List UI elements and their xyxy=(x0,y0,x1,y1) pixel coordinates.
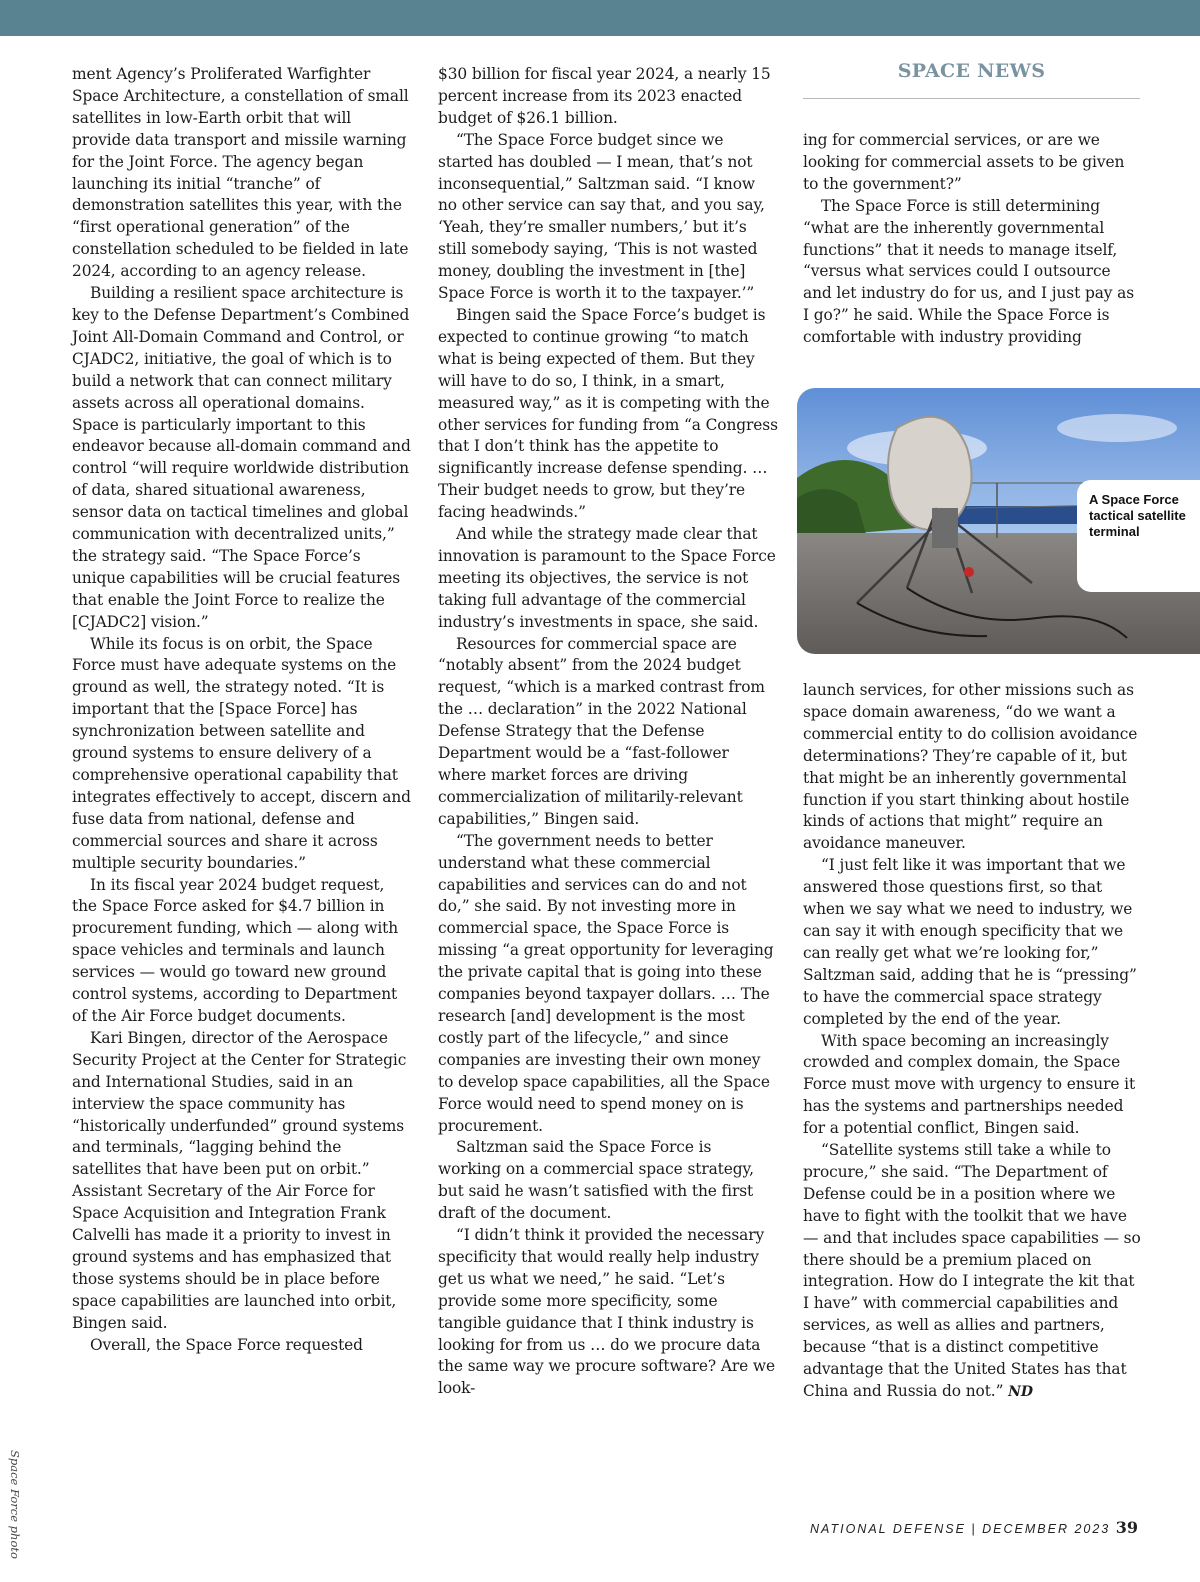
article-column-3-top xyxy=(803,130,1143,349)
paragraph: Kari Bingen, director of the Aerospace Security Project at the Center for Strategic and International Studies, said in an interview the space community has “historically underfunded” ground systems and terminals, “lagging behind the satellites that have been put on orbit.” Assistant Secretary of the Air Force for Space Acquisition and Integration Frank Calvelli has made it a priority to invest in ground systems and has emphasized that those systems should be in place before space capabilities are launched into orbit, Bingen said. xyxy=(72,1028,407,1332)
paragraph: launch services, for other missions such as space domain awareness, “do we want a commercial entity to do collision avoidance determinations? They’re capable of it, but that might be an inherently governmental function if you start thinking about hostile kinds of actions that might” require an avoidance maneuver. xyxy=(803,681,1138,853)
paragraph: The Space Force is still determining “what are the inherently governmental functions” that it needs to manage itself, “versus what services could I outsource and let industry do for us, and I just pay as I go?” he said. While the Space Force is comfortable with industry providing xyxy=(803,196,1135,347)
photo-caption-text: A Space Force tactical satellite terminal xyxy=(1089,492,1186,539)
paragraph xyxy=(803,1140,1143,1404)
paragraph: And while the strategy made clear that innovation is paramount to the Space Force meeting its objectives, the service is not taking full advantage of the commercial industry’s investments in space, she said. xyxy=(438,525,776,631)
section-title: SPACE NEWS xyxy=(897,60,1046,82)
page-number: 39 xyxy=(1115,1518,1138,1537)
page-footer xyxy=(810,1518,1138,1537)
paragraph: “The Space Force budget since we started has doubled — I mean, that’s not inconsequential,” Saltzman said. “I know no other service can say that, and you say, ‘Yeah, they’re smaller numbers,’ but it’s still somebody saying, ‘This is not wasted money, doubling the investment in [the] Space Force is worth it to the taxpayer.’” xyxy=(438,130,765,303)
paragraph: Saltzman said the Space Force is working on a commercial space strategy, but said he wasn’t satisfied with the first draft of the document. xyxy=(438,1138,754,1223)
paragraph-text: “Satellite systems still take a while to procure,” she said. “The Department of Defense could be in a position where we have to fight with the toolkit that we have — and that includes space capabilities — so there should be a premium placed on integration. How do I integrate the kit that I have” with commercial capabilities and services, as well as allies and partners, because “that is a distinct competitive advantage that the United States has that China and Russia do not.” xyxy=(803,1141,1141,1400)
paragraph: ing for commercial services, or are we looking for commercial assets to be given to the government?” xyxy=(803,131,1125,193)
article-column-3-bottom xyxy=(803,680,1143,1404)
top-color-bar xyxy=(0,0,1200,36)
paragraph: $30 billion for fiscal year 2024, a nearly 15 percent increase from its 2023 enacted budget of $26.1 billion. xyxy=(438,65,771,127)
paragraph: “I just felt like it was important that we answered those questions first, so that when we say what we need to industry, we can say it with enough specificity that we can really get what we’re looking for,” Saltzman said, adding that he is “pressing” to have the commercial space strategy completed by the end of the year. xyxy=(803,856,1137,1028)
paragraph: Bingen said the Space Force’s budget is expected to continue growing “to match what is being expected of them. But they will have to do so, I think, in a smart, measured way,” as it is competing with the other services for funding from “a Congress that I don’t think has the appetite to significantly increase defense spending. … Their budget needs to grow, but they’re facing headwinds.” xyxy=(438,305,778,522)
paragraph: Overall, the Space Force requested xyxy=(90,1335,363,1354)
photo-caption xyxy=(1077,480,1200,592)
issue-date: DECEMBER 2023 xyxy=(982,1522,1111,1536)
end-mark: ND xyxy=(1008,1384,1033,1400)
paragraph: Resources for commercial space are “notably absent” from the 2024 budget request, “which is a marked contrast from the … declaration” in the 2022 National Defense Strategy that the Defense Department would be a “fast-follower where market forces are driving commercialization of militarily-relevant capabilities,” Bingen said. xyxy=(438,634,765,828)
section-divider xyxy=(803,98,1140,99)
paragraph: ment Agency’s Proliferated Warfighter Space Architecture, a constellation of small satellites in low-Earth orbit that will provide data transport and missile warning for the Joint Force. The agency began launching its initial “tranche” of demonstration satellites this year, with the “first operational generation” of the constellation scheduled to be fielded in late 2024, according to an agency release. xyxy=(72,65,409,281)
paragraph: “The government needs to better understand what these commercial capabilities and services can do and not do,” she said. By not investing more in commercial space, the Space Force is missing “a great opportunity for leveraging the private capital that is going into these companies beyond taxpayer dollars. … The research [and] development is the most costly part of the lifecycle,” and since companies are investing their own money to develop space capabilities, all the Space Force would need to spend money on is procurement. xyxy=(438,831,774,1135)
paragraph: Building a resilient space architecture is key to the Defense Department’s Combined Joint All-Domain Command and Control, or CJADC2, initiative, the goal of which is to build a network that can connect military assets across all operational domains. Space is particularly important to this endeavor because all-domain command and control “will require worldwide distribution of data, shared situational awareness, sensor data on tactical timelines and global communication with decentralized units,” the strategy said. “The Space Force’s unique capabilities will be crucial features that enable the Joint Force to realize the [CJADC2] vision.” xyxy=(72,284,411,631)
photo-credit: Space Force photo xyxy=(8,1450,22,1559)
paragraph: “I didn’t think it provided the necessary specificity that would really help industry get us what we need,” he said. “Let’s provide some more specificity, some tangible guidance that I think industry is looking for from us … do we procure data the same way we procure software? Are we look- xyxy=(438,1226,775,1398)
publication-name: NATIONAL DEFENSE xyxy=(810,1522,966,1536)
paragraph: With space becoming an increasingly crowded and complex domain, the Space Force must move with urgency to ensure it has the systems and partnerships needed for a potential conflict, Bingen said. xyxy=(803,1031,1136,1138)
article-column-1 xyxy=(72,64,412,1356)
article-column-2 xyxy=(438,64,778,1400)
paragraph: In its fiscal year 2024 budget request, the Space Force asked for $4.7 billion in procurement funding, which — along with space vehicles and terminals and launch services — would go toward new ground control systems, according to Department of the Air Force budget documents. xyxy=(72,875,399,1025)
paragraph: While its focus is on orbit, the Space Force must have adequate systems on the ground as well, the strategy noted. “It is important that the [Space Force] has synchronization between satellite and ground systems to ensure delivery of a comprehensive operational capability that integrates effectively to accept, discern and fuse data from national, defense and commercial sources and share it across multiple security boundaries.” xyxy=(72,634,411,872)
footer-separator: | xyxy=(971,1522,977,1536)
